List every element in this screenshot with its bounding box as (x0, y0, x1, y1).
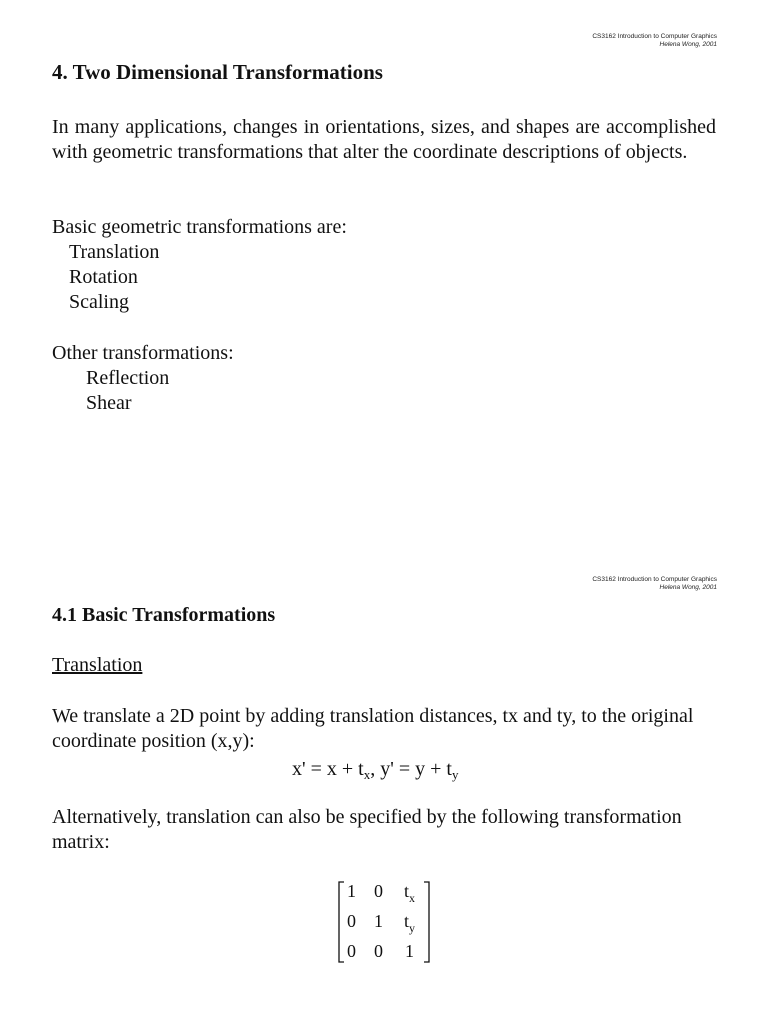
slide2-title: 4.1 Basic Transformations (52, 604, 276, 626)
equation-y: y' = y + t (380, 758, 452, 780)
matrix-cell-r3c3: 1 (405, 941, 414, 961)
course-title: CS3162 Introduction to Computer Graphics (592, 576, 717, 583)
equation-x: x' = x + t (292, 758, 364, 780)
matrix-cell-r3c2: 0 (374, 941, 383, 961)
translation-matrix (338, 880, 430, 964)
matrix-cell-r2c2: 1 (374, 911, 383, 931)
equation-y-subscript: y (451, 767, 459, 782)
slide2-header (592, 576, 717, 592)
other-transformations-heading: Other transformations: (52, 342, 234, 364)
translation-equation (292, 757, 458, 782)
intro-paragraph: In many applications, changes in orientations, sizes, and shapes are accomplished with geometric transformations that alter the coordinate descriptions of objects. (52, 116, 716, 163)
list-item-rotation: Rotation (69, 266, 138, 288)
matrix-cell-r1c1: 1 (347, 881, 356, 901)
matrix-cell-r1c2: 0 (374, 881, 383, 901)
list-item-reflection: Reflection (86, 367, 170, 389)
author-credit: Helena Wong, 2001 (659, 584, 717, 591)
equation-separator: , (370, 758, 381, 780)
equation-x-subscript: x (363, 767, 371, 782)
list-item-scaling: Scaling (69, 291, 129, 313)
matrix-cell-r2c1: 0 (347, 911, 356, 931)
matrix-cell-r1c3: $t_x$ (404, 881, 416, 905)
author-credit: Helena Wong, 2001 (659, 41, 717, 48)
matrix-cell-r3c1: 0 (347, 941, 356, 961)
translation-paragraph: We translate a 2D point by adding translation distances, tx and ty, to the original coordinate position (x,y): (52, 705, 694, 752)
matrix-cell-r2c3: $t_y$ (404, 911, 416, 935)
list-item-shear: Shear (86, 392, 132, 414)
list-item-translation: Translation (69, 241, 160, 263)
translation-subheading (52, 653, 716, 678)
translation-subheading-text: Translation (52, 654, 143, 676)
slide1-header (592, 33, 717, 49)
course-title: CS3162 Introduction to Computer Graphics (592, 33, 717, 40)
matrix-intro-paragraph: Alternatively, translation can also be specified by the following transformation matrix: (52, 806, 682, 853)
slide1-title: 4. Two Dimensional Transformations (52, 60, 383, 84)
basic-transformations-heading: Basic geometric transformations are: (52, 216, 347, 238)
